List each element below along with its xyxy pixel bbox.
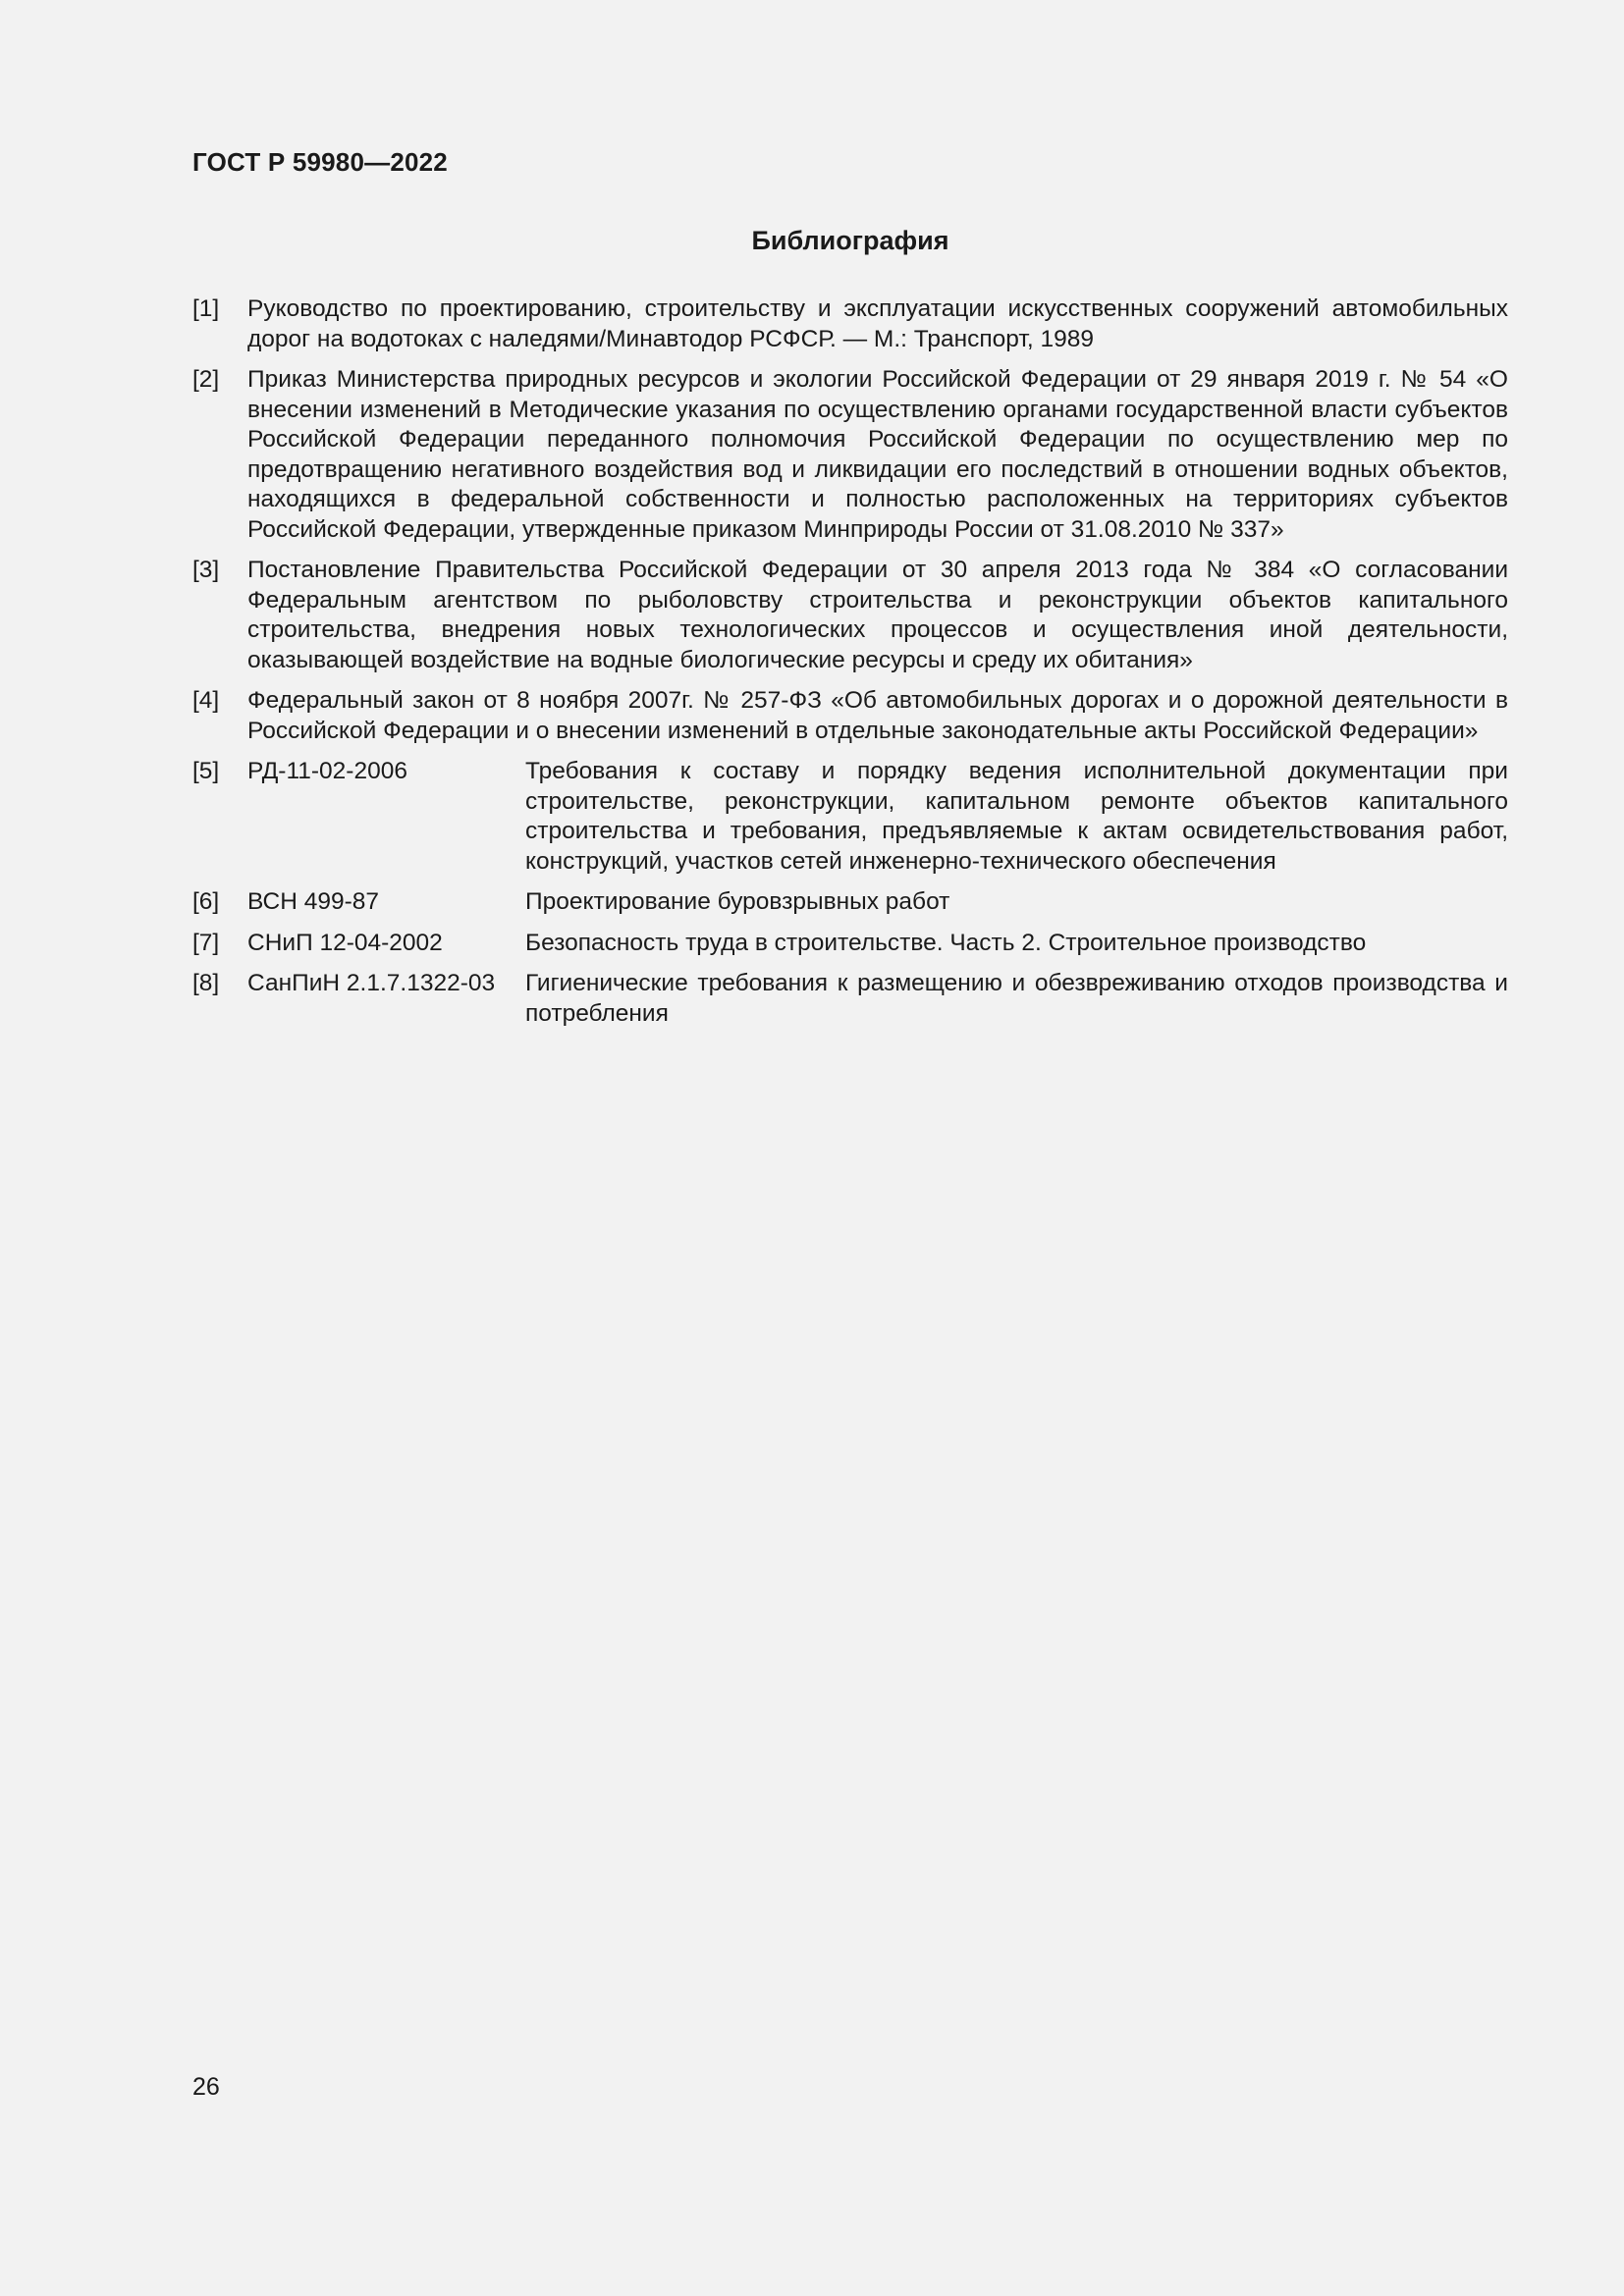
entry-text: Приказ Министерства природных ресурсов и экологии Российской Федерации от 29 января 2019 г. № 54 «О внесении изменений в Методические указания по осуществлению органами государственной власти субъектов Российской Федерации переданного полномочия Российской Федерации по осуществлению мер по предотвращению негативного воздействия вод и ликвидации его последствий в отношении водных объектов, находящихся в федеральной собственности и полностью расположенных на территориях субъектов Российской Федерации, утвержденные приказом Минприроды России от 31.08.2010 № 337»	[247, 366, 1508, 543]
entry-text: Гигиенические требования к размещению и обезвреживанию отходов производства и потребления	[525, 970, 1508, 1027]
bibliography-list	[192, 294, 1508, 1040]
page-number: 26	[192, 2073, 220, 2101]
document-id-header: ГОСТ Р 59980—2022	[192, 147, 448, 177]
bibliography-entry	[192, 969, 1508, 1029]
entry-document-code: РД-11-02-2006	[247, 758, 407, 784]
entry-number: [5]	[192, 758, 220, 784]
entry-text: Федеральный закон от 8 ноября 2007г. № 257-ФЗ «Об автомобильных дорогах и о дорожной деятельности в Российской Федерации и о внесении изменений в отдельные законодательные акты Российской Федерации»	[247, 687, 1508, 744]
entry-document-code: ВСН 499-87	[247, 888, 380, 915]
bibliography-entry	[192, 686, 1508, 746]
entry-text: Руководство по проектированию, строительству и эксплуатации искусственных сооружений автомобильных дорог на водотоках с наледями/Минавтодор РСФСР. — М.: Транспорт, 1989	[247, 295, 1508, 352]
bibliography-entry	[192, 365, 1508, 545]
bibliography-entry	[192, 757, 1508, 877]
bibliography-entry	[192, 294, 1508, 354]
entry-number: [1]	[192, 295, 220, 322]
entry-document-code: СанПиН 2.1.7.1322-03	[247, 970, 496, 996]
entry-text: Требования к составу и порядку ведения исполнительной документации при строительстве, реконструкции, капитальном ремонте объектов капитального строительства и требования, предъявляемые к актам освидетельствования работ, конструкций, участков сетей инженерно-технического обеспечения	[525, 758, 1508, 875]
entry-text: Проектирование буровзрывных работ	[525, 888, 950, 915]
entry-number: [6]	[192, 888, 220, 915]
bibliography-entry	[192, 887, 1508, 918]
entry-number: [4]	[192, 687, 220, 714]
section-title: Библиография	[751, 226, 949, 255]
entry-text: Постановление Правительства Российской Федерации от 30 апреля 2013 года № 384 «О согласовании Федеральным агентством по рыболовству строительства и реконструкции объектов капитального строительства, внедрения новых технологических процессов и осуществления иной деятельности, оказывающей воздействие на водные биологические ресурсы и среду их обитания»	[247, 557, 1508, 673]
entry-document-code: СНиП 12-04-2002	[247, 929, 443, 956]
bibliography-entry	[192, 929, 1508, 959]
entry-number: [8]	[192, 970, 220, 996]
entry-text: Безопасность труда в строительстве. Часть 2. Строительное производство	[525, 929, 1367, 956]
entry-number: [7]	[192, 929, 220, 956]
bibliography-entry	[192, 556, 1508, 675]
entry-number: [2]	[192, 366, 220, 393]
entry-number: [3]	[192, 557, 220, 583]
